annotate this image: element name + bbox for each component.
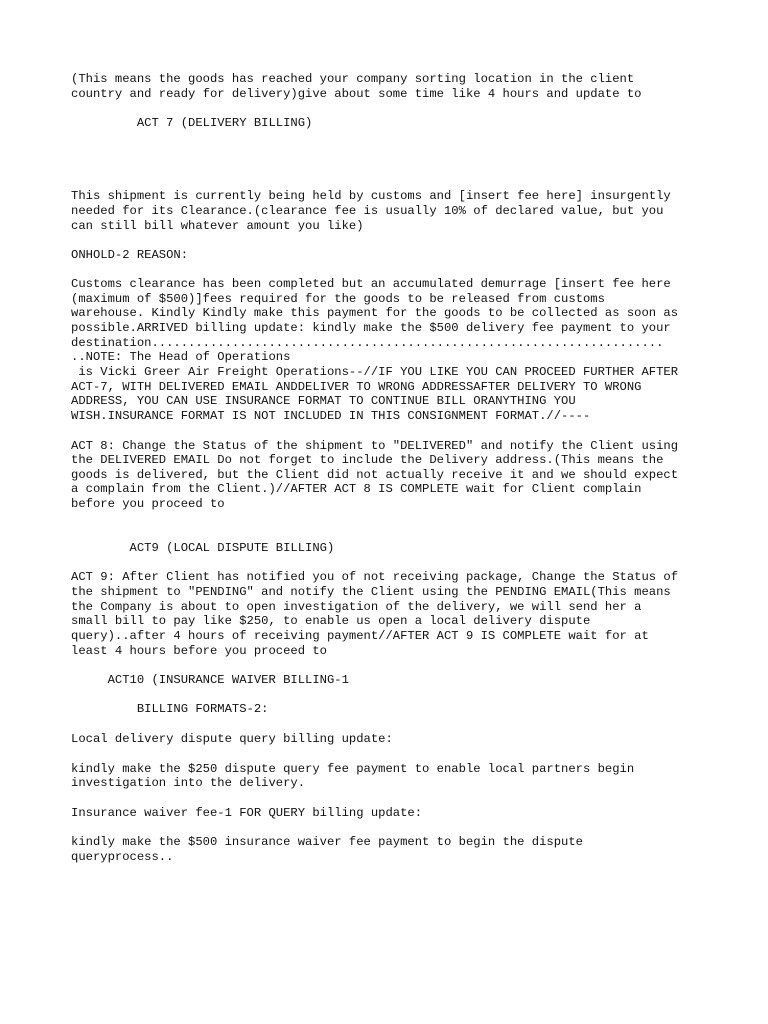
text-line: warehouse. Kindly Kindly make this payment for the goods to be collected as soon as [71,306,679,320]
text-line: investigation into the delivery. [71,776,306,790]
text-line: (This means the goods has reached your company sorting location in the client [71,72,635,86]
text-line: ACT 8: Change the Status of the shipment to "DELIVERED" and notify the Client using [71,439,679,453]
text-line: ACT 9: After Client has notified you of not receiving package, Change the Status of [71,570,679,584]
text-line: can still bill whatever amount you like) [71,219,364,233]
text-line: ..NOTE: The Head of Operations [71,350,291,364]
text-line: least 4 hours before you proceed to [71,644,327,658]
text-line: a complain from the Client.)//AFTER ACT 8 IS COMPLETE wait for Client complain [71,482,642,496]
text-line: kindly make the $500 insurance waiver fee payment to begin the dispute [71,835,583,849]
text-line: the shipment to "PENDING" and notify the Client using the PENDING EMAIL(This means [71,585,671,599]
text-line: small bill to pay like $250, to enable us open a local delivery dispute [71,614,591,628]
text-line: kindly make the $250 dispute query fee payment to enable local partners begin [71,762,635,776]
text-line: goods is delivered, but the Client did not actually receive it and we should expect [71,468,679,482]
section-label-onhold: ONHOLD-2 REASON: [71,248,189,262]
text-line: query)..after 4 hours of receiving payment//AFTER ACT 9 IS COMPLETE wait for at [71,629,649,643]
text-line: destination...................................................................... [71,336,664,350]
section-heading-act10: ACT10 (INSURANCE WAIVER BILLING-1 [71,673,349,687]
text-line: Local delivery dispute query billing update: [71,732,393,746]
text-line: needed for its Clearance.(clearance fee is usually 10% of declared value, but you [71,204,664,218]
text-line: country and ready for delivery)give about some time like 4 hours and update to [71,87,642,101]
text-line: Insurance waiver fee-1 FOR QUERY billing update: [71,806,423,820]
text-line: before you proceed to [71,497,225,511]
text-line: the DELIVERED EMAIL Do not forget to include the Delivery address.(This means the [71,453,664,467]
section-heading-act9: ACT9 (LOCAL DISPUTE BILLING) [71,541,335,555]
section-heading-act7: ACT 7 (DELIVERY BILLING) [71,116,313,130]
text-line: possible.ARRIVED billing update: kindly make the $500 delivery fee payment to your [71,321,671,335]
text-line: the Company is about to open investigation of the delivery, we will send her a [71,600,642,614]
text-line: Customs clearance has been completed but an accumulated demurrage [insert fee here [71,277,671,291]
text-line: queryprocess.. [71,850,174,864]
text-line: WISH.INSURANCE FORMAT IS NOT INCLUDED IN THIS CONSIGNMENT FORMAT.//---- [71,409,591,423]
text-line: is Vicki Greer Air Freight Operations--//IF YOU LIKE YOU CAN PROCEED FURTHER AFTER [71,365,679,379]
text-line: ADDRESS, YOU CAN USE INSURANCE FORMAT TO CONTINUE BILL ORANYTHING YOU [71,394,576,408]
section-heading-billing-formats: BILLING FORMATS-2: [71,702,269,716]
text-line: ACT-7, WITH DELIVERED EMAIL ANDDELIVER TO WRONG ADDRESSAFTER DELIVERY TO WRONG [71,380,642,394]
text-line: This shipment is currently being held by customs and [insert fee here] insurgently [71,189,671,203]
text-line: (maximum of $500)]fees required for the goods to be released from customs [71,292,605,306]
